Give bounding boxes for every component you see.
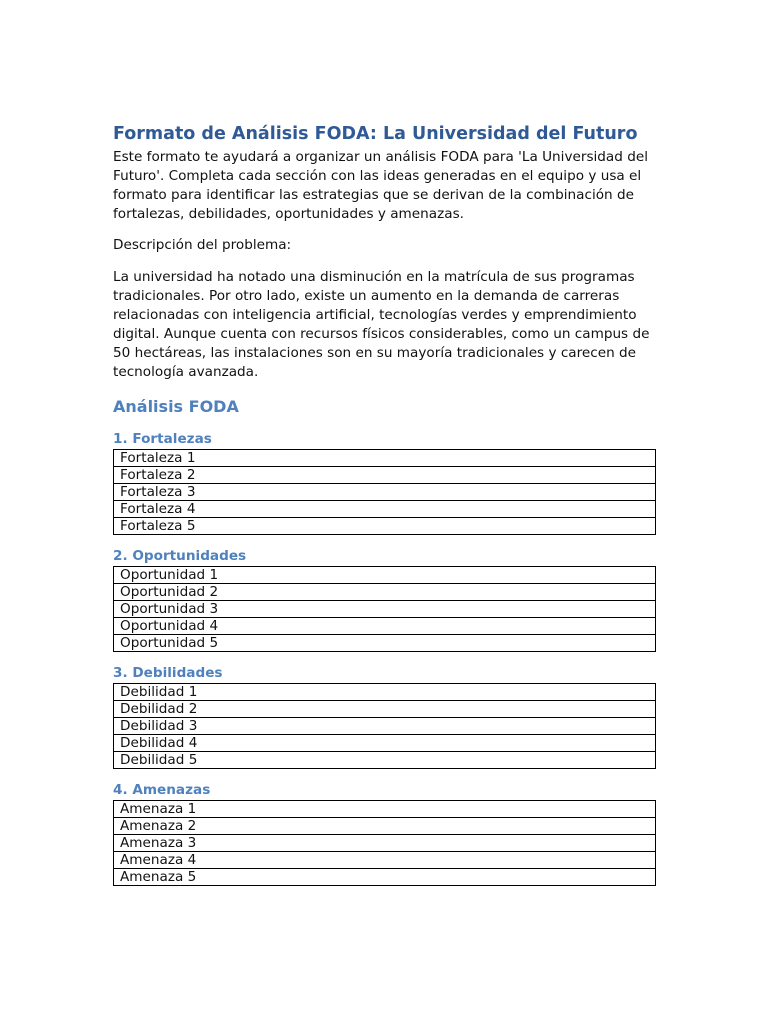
table-cell[interactable]: Debilidad 1 [114,684,656,701]
table-row [114,684,656,701]
table-row [114,852,656,869]
analysis-heading: Análisis FODA [113,397,239,416]
table-row [114,484,656,501]
table-row [114,601,656,618]
section-oportunidades [113,548,656,652]
document-page [113,121,656,886]
table-cell[interactable]: Amenaza 5 [114,869,656,886]
table-row [114,518,656,535]
section-heading-oportunidades: 2. Oportunidades [113,548,247,564]
table-cell[interactable]: Oportunidad 5 [114,635,656,652]
table-row [114,818,656,835]
table-row [114,752,656,769]
section-heading-fortalezas: 1. Fortalezas [113,431,212,447]
table-cell[interactable]: Oportunidad 3 [114,601,656,618]
section-debilidades [113,665,656,769]
table-row [114,801,656,818]
table-cell[interactable]: Fortaleza 5 [114,518,656,535]
table-amenazas [113,800,656,886]
document-title: Formato de Análisis FODA: La Universidad del Futuro [113,124,638,144]
table-row [114,467,656,484]
table-row [114,718,656,735]
table-oportunidades [113,566,656,652]
table-row [114,869,656,886]
table-row [114,567,656,584]
table-row [114,618,656,635]
table-cell[interactable]: Amenaza 3 [114,835,656,852]
table-row [114,835,656,852]
section-heading-amenazas: 4. Amenazas [113,782,211,798]
table-cell[interactable]: Fortaleza 2 [114,467,656,484]
table-row [114,501,656,518]
table-cell[interactable]: Debilidad 2 [114,701,656,718]
table-cell[interactable]: Amenaza 1 [114,801,656,818]
table-row [114,635,656,652]
section-amenazas [113,782,656,886]
table-row [114,450,656,467]
table-cell[interactable]: Debilidad 5 [114,752,656,769]
table-cell[interactable]: Fortaleza 4 [114,501,656,518]
table-cell[interactable]: Debilidad 3 [114,718,656,735]
table-row [114,584,656,601]
table-cell[interactable]: Oportunidad 2 [114,584,656,601]
table-row [114,735,656,752]
table-row [114,701,656,718]
section-heading-debilidades: 3. Debilidades [113,665,223,681]
intro-paragraph: Este formato te ayudará a organizar un análisis FODA para 'La Universidad del Futuro'. Completa cada sección con las ideas generadas en el equipo y usa el formato para identificar las estrategias que se derivan de la combinación de fortalezas, debilidades, oportunidades y amenazas. [113,149,648,222]
table-cell[interactable]: Debilidad 4 [114,735,656,752]
table-cell[interactable]: Amenaza 4 [114,852,656,869]
table-cell[interactable]: Oportunidad 4 [114,618,656,635]
problem-description: La universidad ha notado una disminución en la matrícula de sus programas tradicionales. Por otro lado, existe un aumento en la demanda de carreras relacionadas con inteligencia artificial, tecnologías verdes y emprendimiento digital. Aunque cuenta con recursos físicos considerables, como un campus de 50 hectáreas, las instalaciones son en su mayoría tradicionales y carecen de tecnología avanzada. [113,269,650,380]
table-cell[interactable]: Oportunidad 1 [114,567,656,584]
section-fortalezas [113,431,656,535]
table-cell[interactable]: Fortaleza 3 [114,484,656,501]
table-cell[interactable]: Amenaza 2 [114,818,656,835]
problem-label: Descripción del problema: [113,237,292,253]
table-debilidades [113,683,656,769]
table-cell[interactable]: Fortaleza 1 [114,450,656,467]
table-fortalezas [113,449,656,535]
